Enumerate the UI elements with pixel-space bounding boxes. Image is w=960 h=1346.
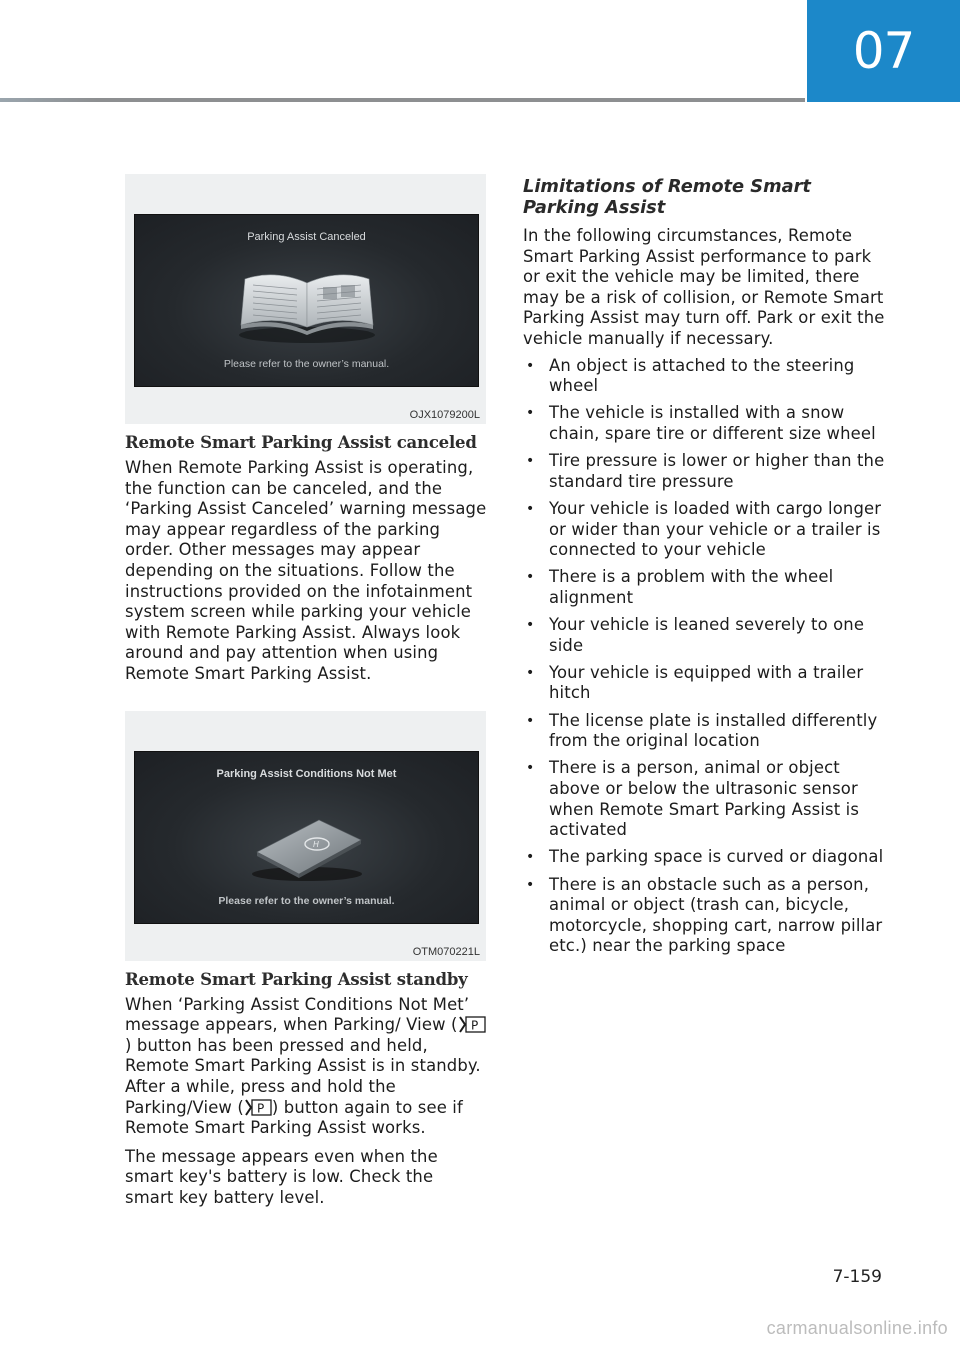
limitation-text: Tire pressure is lower or higher than the standard tire pressure	[549, 451, 885, 491]
limitation-text: The license plate is installed differently from the original location	[549, 710, 878, 751]
limitation-item	[523, 663, 888, 704]
parking-view-button-icon	[244, 1099, 272, 1116]
limitation-item	[523, 711, 888, 752]
section-body: The message appears even when the smart key's battery is low. Check the smart key battery level.	[125, 1146, 438, 1207]
limitation-text: There is an obstacle such as a person, animal or object (trash can, bicycle, motorcycle, shopping cart, narrow pillar etc.) near the parking space	[549, 874, 883, 956]
parking-view-button-icon	[458, 1016, 486, 1033]
bullet-icon: •	[526, 453, 535, 470]
figure-parking-assist-canceled	[125, 174, 486, 424]
section-heading: Remote Smart Parking Assist canceled	[125, 433, 477, 452]
svg-text:H: H	[313, 839, 320, 849]
bullet-icon: •	[526, 569, 535, 586]
watermark: carmanualsonline.info	[766, 1318, 948, 1338]
figure-code: OJX1079200L	[409, 409, 480, 421]
bullet-icon: •	[526, 664, 535, 681]
body-text: ) button again to see if Remote Smart Parking Assist works.	[125, 1097, 463, 1138]
bullet-icon: •	[526, 357, 535, 374]
figure-conditions-not-met	[125, 711, 486, 961]
limitation-item	[523, 567, 888, 608]
limitation-text: There is a problem with the wheel alignment	[549, 567, 834, 607]
bullet-icon: •	[526, 405, 535, 422]
page-number: 7-159	[832, 1267, 882, 1287]
limitation-item	[523, 499, 888, 561]
screen-footer: Please refer to the owner’s manual.	[218, 894, 395, 907]
bullet-icon: •	[526, 760, 535, 777]
limitations-list	[523, 356, 888, 957]
limitation-text: Your vehicle is leaned severely to one side	[549, 615, 865, 655]
limitation-item	[523, 847, 888, 868]
limitation-text: The parking space is curved or diagonal	[549, 847, 884, 867]
limitation-item	[523, 758, 888, 840]
screen-title: Parking Assist Canceled	[247, 231, 366, 243]
bullet-icon: •	[526, 500, 535, 517]
left-column	[125, 174, 487, 1216]
limitation-item	[523, 615, 888, 656]
limitations-intro: In the following circumstances, Remote Smart Parking Assist performance to park or exit the vehicle may be limited, there may be a risk of collision, or Remote Smart Parking Assist may turn off. Park or exit the vehicle manually if necessary.	[523, 226, 885, 348]
limitation-item	[523, 451, 888, 492]
manual-book-illustration	[235, 802, 380, 887]
limitation-text: Your vehicle is equipped with a trailer hitch	[549, 662, 864, 703]
body-text: When ‘Parking Assist Conditions Not Met’ message appears, when Parking/ View (	[125, 994, 470, 1035]
svg-text:P: P	[470, 1018, 478, 1033]
screen-footer: Please refer to the owner’s manual.	[223, 358, 390, 370]
bullet-icon: •	[526, 617, 535, 634]
limitation-text: Your vehicle is loaded with cargo longer or wider than your vehicle or a trailer is connected to your vehicle	[549, 498, 882, 560]
body-text: ) button has been pressed and held, Remote Smart Parking Assist is in standby. After a while, press and hold the Parking/View (	[125, 1035, 481, 1117]
bullet-icon: •	[526, 876, 535, 893]
limitation-item	[523, 403, 888, 444]
limitation-text: There is a person, animal or object above or below the ultrasonic sensor when Remote Smart Parking Assist is activated	[549, 758, 860, 840]
display-screen	[134, 214, 479, 387]
display-screen	[134, 751, 479, 924]
bullet-icon: •	[526, 712, 535, 729]
open-manual-illustration	[235, 265, 380, 350]
right-column	[523, 174, 888, 964]
chapter-number: 07	[852, 22, 915, 80]
header-rule	[0, 98, 805, 102]
bullet-icon: •	[526, 849, 535, 866]
section-heading: Remote Smart Parking Assist standby	[125, 969, 468, 989]
figure-code: OTM070221L	[412, 945, 480, 958]
limitations-heading: Limitations of Remote Smart Parking Assist	[523, 176, 811, 218]
limitation-item	[523, 875, 888, 957]
chapter-tab	[807, 0, 960, 102]
limitation-item	[523, 356, 888, 397]
section-body	[125, 995, 487, 1139]
limitation-text: An object is attached to the steering wheel	[549, 355, 855, 396]
screen-title: Parking Assist Conditions Not Met	[216, 767, 397, 780]
section-body: When Remote Parking Assist is operating, the function can be canceled, and the ‘Parking Assist Canceled’ warning message may appear regardless of the parking order. Other messages may appear depending on the situations. Follow the instructions provided on the infotainment system screen while parking your vehicle with Remote Parking Assist. Always look around and pay attention when using Remote Smart Parking Assist.	[125, 458, 487, 683]
svg-text:P: P	[256, 1101, 265, 1115]
limitation-text: The vehicle is installed with a snow chain, spare tire or different size wheel	[549, 403, 876, 443]
